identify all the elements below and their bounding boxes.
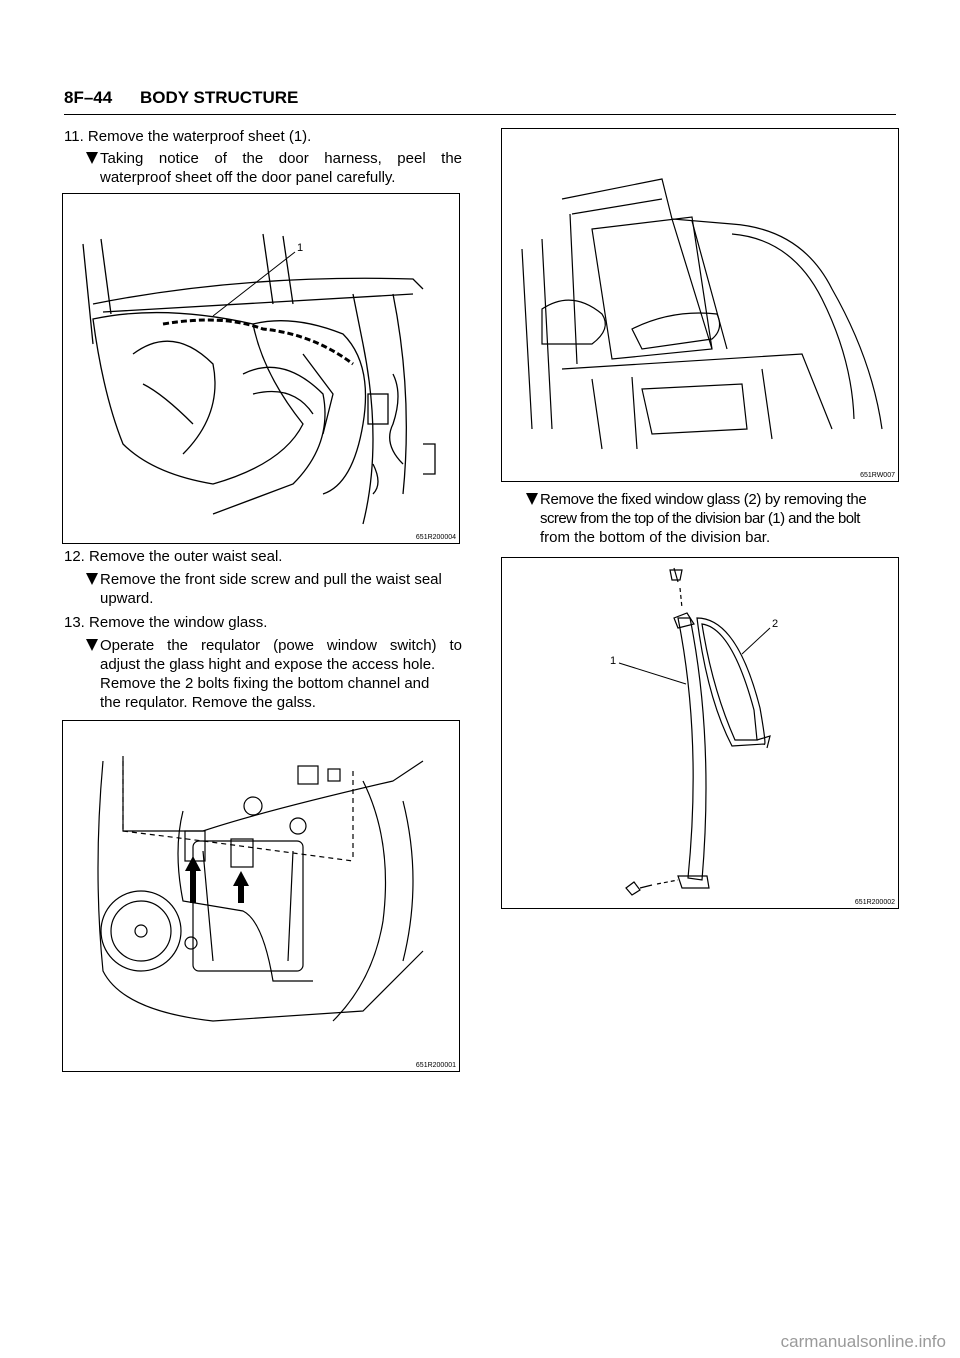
bullet-triangle-icon xyxy=(86,573,98,585)
step-13-bullet-line4: the requlator. Remove the galss. xyxy=(100,694,316,711)
step-11-bullet-line2: waterproof sheet off the door panel carefully. xyxy=(100,169,396,186)
figure-fixed-glass-removal xyxy=(501,128,899,482)
step-13-bullet-line2: adjust the glass hight and expose the access hole. xyxy=(100,656,436,673)
step-13-bullet xyxy=(100,636,462,712)
page-header xyxy=(64,88,896,115)
bullet-triangle-icon xyxy=(526,493,538,505)
fig4-callout-2: 2 xyxy=(772,618,779,630)
division-bar-illustration xyxy=(502,558,898,908)
fig4-code: 651R200002 xyxy=(854,899,895,906)
step-11-title: 11. Remove the waterproof sheet (1). xyxy=(64,128,312,145)
figure-waterproof-sheet xyxy=(62,193,460,544)
step-11-bullet-line1: Taking notice of the door harness, peel the xyxy=(100,150,462,167)
page-number: 8F–44 xyxy=(64,88,113,107)
fig3-code: 651RW007 xyxy=(860,472,895,479)
step-13-bullet-line1: Operate the requlator (powe window switch) to xyxy=(100,637,462,654)
step-13-title: 13. Remove the window glass. xyxy=(64,614,268,631)
step-11-bullet xyxy=(100,149,462,187)
fixed-glass-bullet-line2: screw from the top of the division bar (1) and the bolt xyxy=(540,510,860,527)
fixed-glass-bullet xyxy=(540,490,898,547)
fig2-code: 651R200001 xyxy=(415,1062,456,1069)
figure-window-glass-bolts xyxy=(62,720,460,1072)
door-inner-panel-illustration xyxy=(63,721,459,1071)
watermark: carmanualsonline.info xyxy=(780,1332,946,1351)
waterproof-sheet-illustration xyxy=(63,194,459,543)
step-12-bullet-line2: upward. xyxy=(100,590,154,607)
bullet-triangle-icon xyxy=(86,639,98,651)
bullet-triangle-icon xyxy=(86,152,98,164)
fig1-callout-1: 1 xyxy=(297,242,304,254)
fixed-glass-bullet-line1: Remove the fixed window glass (2) by removing the xyxy=(540,491,867,508)
section-title: BODY STRUCTURE xyxy=(140,88,299,107)
rear-door-glass-illustration xyxy=(502,129,898,481)
fig4-callout-1: 1 xyxy=(610,655,617,667)
step-13-bullet-line3: Remove the 2 bolts fixing the bottom channel and xyxy=(100,675,430,692)
step-12-bullet xyxy=(100,570,462,608)
step-12-title: 12. Remove the outer waist seal. xyxy=(64,548,283,565)
fixed-glass-bullet-line3: from the bottom of the division bar. xyxy=(540,529,771,546)
step-12-bullet-line1: Remove the front side screw and pull the waist seal xyxy=(100,571,442,588)
fig1-code: 651R200004 xyxy=(415,534,456,541)
figure-division-bar xyxy=(501,557,899,909)
